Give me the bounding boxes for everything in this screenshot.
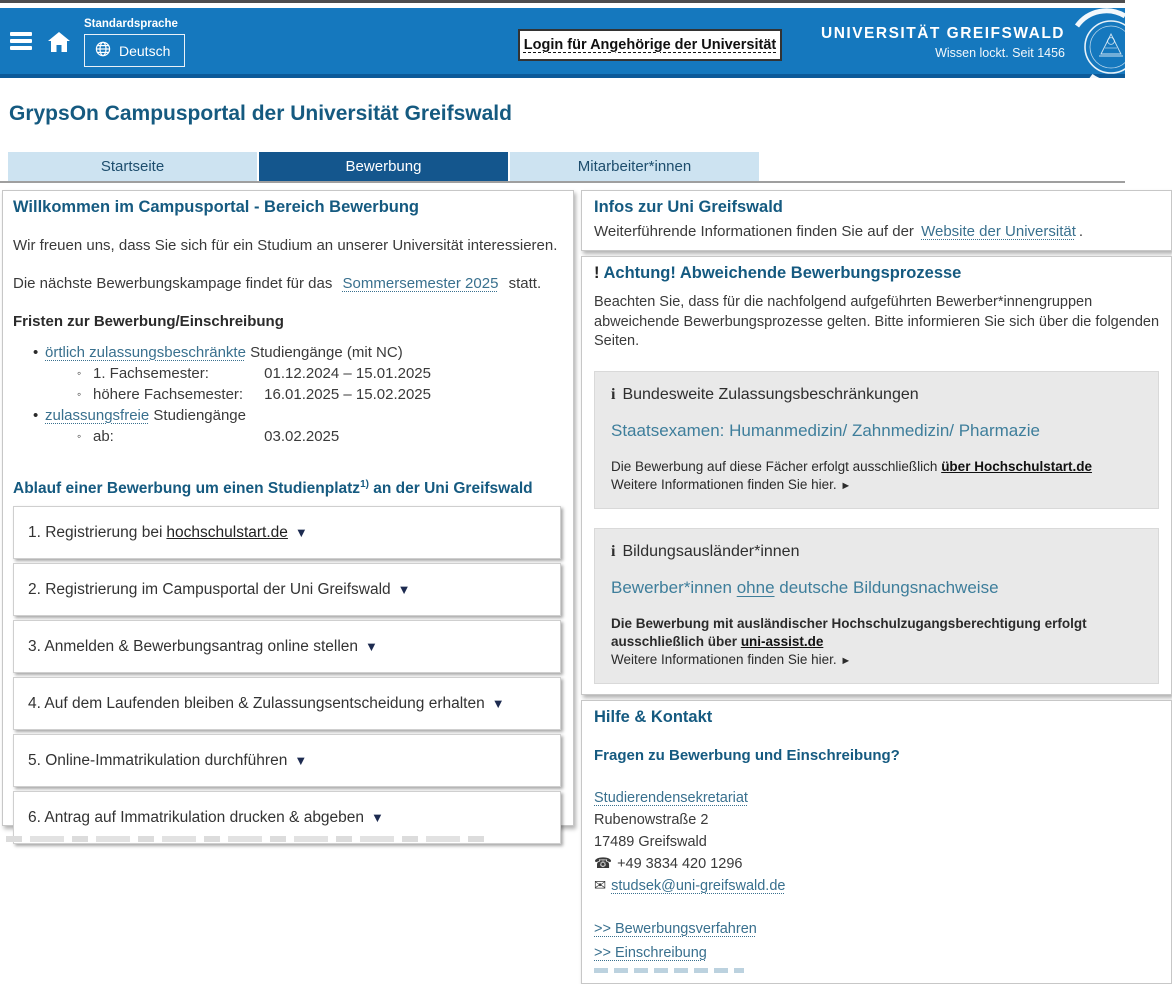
contact-city: 17489 Greifswald bbox=[594, 834, 707, 851]
language-button-label: Deutsch bbox=[119, 42, 171, 59]
university-seal-icon bbox=[1065, 4, 1157, 95]
accordion-step-1[interactable]: 1. Registrierung bei hochschulstart.de ▼ bbox=[13, 506, 561, 559]
notice-body: Beachten Sie, dass für die nachfolgend aufgeführten Bewerber*innengruppen abweichende Bewerbungsprozesse gelten. Bitte informieren Sie sich über die folgenden Seiten. bbox=[594, 294, 1160, 350]
contact-phone: ☎ +49 3834 420 1296 bbox=[594, 856, 743, 873]
contact-block bbox=[594, 788, 1159, 897]
tab-mitarbeiterinnen[interactable]: Mitarbeiter*innen bbox=[510, 152, 759, 181]
box-title: i Bildungsausländer*innen bbox=[611, 543, 800, 561]
mail-icon: ✉ bbox=[594, 878, 607, 895]
welcome-heading: Willkommen im Campusportal - Bereich Bewerbung bbox=[13, 198, 420, 216]
tab-bar bbox=[8, 152, 1125, 181]
language-selector bbox=[84, 18, 185, 67]
list-item: • örtlich zulassungsbeschränkte Studiengänge (mit NC) bbox=[13, 344, 561, 361]
language-button[interactable] bbox=[84, 34, 185, 67]
box-body: Die Bewerbung mit ausländischer Hochschulzugangsberechtigung erfolgt ausschließlich über uni-assist.de bbox=[611, 616, 1087, 649]
chevron-down-icon: ▼ bbox=[491, 696, 505, 712]
login-button[interactable] bbox=[518, 29, 782, 61]
studierendensekretariat-link[interactable]: Studierendensekretariat bbox=[594, 790, 748, 807]
uni-assist-link[interactable]: uni-assist.de bbox=[740, 633, 824, 649]
foreign-credentials-box bbox=[594, 528, 1159, 684]
accordion-step-4[interactable]: 4. Auf dem Laufenden bleiben & Zulassungsentscheidung erhalten ▼ bbox=[13, 677, 561, 730]
semester-link[interactable]: Sommersemester 2025 bbox=[342, 275, 499, 292]
right-column bbox=[581, 190, 1172, 984]
box-subtitle: Bewerber*innen ohne deutsche Bildungsnachweise bbox=[611, 578, 999, 598]
hochschulstart-link[interactable]: hochschulstart.de bbox=[166, 523, 288, 541]
university-logo bbox=[821, 25, 1065, 60]
language-label: Standardsprache bbox=[84, 18, 178, 30]
hamburger-menu-icon[interactable] bbox=[10, 32, 32, 50]
accordion-step-5[interactable]: 5. Online-Immatrikulation durchführen ▼ bbox=[13, 734, 561, 787]
clipped-text-row bbox=[6, 836, 486, 842]
notice-heading: ! Achtung! Abweichende Bewerbungsprozesse bbox=[594, 264, 962, 282]
hochschulstart-bold-link[interactable]: über Hochschulstart.de bbox=[941, 458, 1092, 474]
phone-icon: ☎ bbox=[594, 856, 613, 873]
contact-email bbox=[594, 876, 1159, 897]
process-heading: Ablauf einer Bewerbung um einen Studienplatz$^{1)}$ an der Uni Greifswald bbox=[13, 479, 533, 498]
clipped-link-row bbox=[594, 968, 744, 973]
more-info-line: Weitere Informationen finden Sie hier. ► bbox=[611, 477, 852, 493]
page-title: GrypsOn Campusportal der Universität Greifswald bbox=[9, 102, 512, 125]
list-item: ◦ ab: 03.02.2025 bbox=[13, 428, 561, 445]
chevron-down-icon: ▼ bbox=[365, 639, 378, 655]
notice-panel bbox=[581, 256, 1172, 695]
login-button-label: Login für Angehörige der Universität bbox=[523, 37, 777, 53]
welcome-panel bbox=[2, 190, 574, 826]
list-item: ◦ 1. Fachsemester: 01.12.2024 – 15.01.2025 bbox=[13, 365, 561, 382]
box-body: Die Bewerbung auf diese Fächer erfolgt ausschließlich über Hochschulstart.de bbox=[611, 458, 1092, 474]
list-item: • zulassungsfreie Studiengänge bbox=[13, 407, 561, 424]
main-content bbox=[0, 183, 1160, 984]
university-logo-slogan: Wissen lockt. Seit 1456 bbox=[935, 46, 1065, 60]
einschreibung-link[interactable]: >> Einschreibung bbox=[594, 945, 707, 962]
nationwide-restrictions-box bbox=[594, 371, 1159, 510]
tab-startseite[interactable]: Startseite bbox=[8, 152, 257, 181]
chevron-down-icon: ▼ bbox=[371, 810, 384, 826]
accordion-step-6[interactable]: 6. Antrag auf Immatrikulation drucken & abgeben ▼ bbox=[13, 791, 561, 844]
welcome-intro: Wir freuen uns, dass Sie sich für ein Studium an unserer Universität interessieren. bbox=[13, 237, 558, 254]
left-column bbox=[2, 190, 574, 842]
help-links bbox=[594, 919, 1159, 973]
more-info-line: Weitere Informationen finden Sie hier. ► bbox=[611, 652, 852, 668]
chevron-down-icon: ▼ bbox=[294, 753, 308, 769]
home-icon[interactable] bbox=[48, 32, 70, 52]
campaign-line: Die nächste Bewerbungskampage findet für das Sommersemester 2025 statt. bbox=[13, 275, 542, 292]
open-admission-link[interactable]: zulassungsfreie bbox=[45, 407, 150, 424]
restricted-programs-link[interactable]: örtlich zulassungsbeschränkte bbox=[45, 344, 246, 361]
help-contact-panel bbox=[581, 700, 1172, 984]
bewerbungsverfahren-link[interactable]: >> Bewerbungsverfahren bbox=[594, 921, 757, 938]
infos-heading: Infos zur Uni Greifswald bbox=[594, 198, 783, 216]
list-item: ◦ höhere Fachsemester: 16.01.2025 – 15.02.2025 bbox=[13, 386, 561, 403]
infos-panel bbox=[581, 190, 1172, 251]
deadlines-heading: Fristen zur Bewerbung/Einschreibung bbox=[13, 313, 284, 330]
chevron-down-icon: ▼ bbox=[294, 525, 308, 541]
accordion-step-2[interactable]: 2. Registrierung im Campusportal der Uni Greifswald ▼ bbox=[13, 563, 561, 616]
arrow-right-icon[interactable]: ► bbox=[840, 655, 852, 668]
infos-text: Weiterführende Informationen finden Sie auf der Website der Universität . bbox=[594, 223, 1084, 240]
contact-street: Rubenowstraße 2 bbox=[594, 812, 709, 829]
arrow-right-icon[interactable]: ► bbox=[840, 480, 852, 493]
box-subtitle: Staatsexamen: Humanmedizin/ Zahnmedizin/ Pharmazie bbox=[611, 420, 1040, 440]
university-logo-name: UNIVERSITÄT GREIFSWALD bbox=[821, 25, 1065, 42]
info-icon: i bbox=[611, 385, 616, 403]
deadlines-list bbox=[13, 344, 561, 445]
info-icon: i bbox=[611, 543, 616, 561]
box-title: i Bundesweite Zulassungsbeschränkungen bbox=[611, 385, 919, 403]
chevron-down-icon: ▼ bbox=[397, 582, 411, 598]
email-link[interactable]: studsek@uni-greifswald.de bbox=[611, 878, 786, 895]
accordion-step-3[interactable]: 3. Anmelden & Bewerbungsantrag online stellen ▼ bbox=[13, 620, 561, 673]
tab-bewerbung[interactable]: Bewerbung bbox=[259, 152, 508, 181]
help-subheading: Fragen zu Bewerbung und Einschreibung? bbox=[594, 747, 900, 765]
university-website-link[interactable]: Website der Universität bbox=[921, 223, 1076, 240]
help-heading: Hilfe & Kontakt bbox=[594, 708, 713, 727]
globe-icon bbox=[95, 41, 111, 60]
app-header bbox=[0, 8, 1125, 78]
